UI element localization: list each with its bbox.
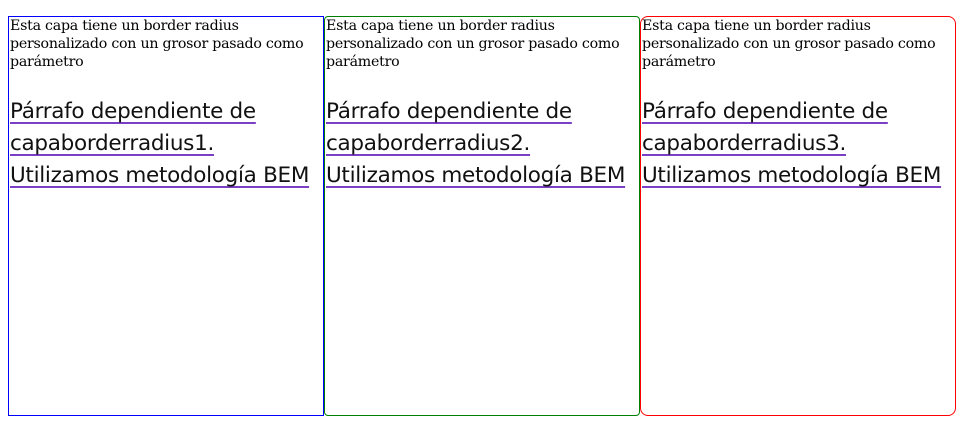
panel-description: Esta capa tiene un border radius personalizado con un grosor pasado como parámetro [10,18,304,70]
panel-description: Esta capa tiene un border radius personalizado con un grosor pasado como parámetro [326,18,620,70]
capa-border-radius-3 [640,16,956,416]
panels-container [8,16,956,416]
panel-paragraph-link[interactable]: Párrafo dependiente de capaborderradius3. Utilizamos metodología BEM [642,99,942,188]
panel-paragraph-link[interactable]: Párrafo dependiente de capaborderradius2. Utilizamos metodología BEM [326,99,626,188]
capa-border-radius-2 [324,16,640,416]
capa-border-radius-1 [8,16,324,416]
panel-paragraph-link[interactable]: Párrafo dependiente de capaborderradius1. Utilizamos metodología BEM [10,99,310,188]
panel-description: Esta capa tiene un border radius personalizado con un grosor pasado como parámetro [642,18,936,70]
